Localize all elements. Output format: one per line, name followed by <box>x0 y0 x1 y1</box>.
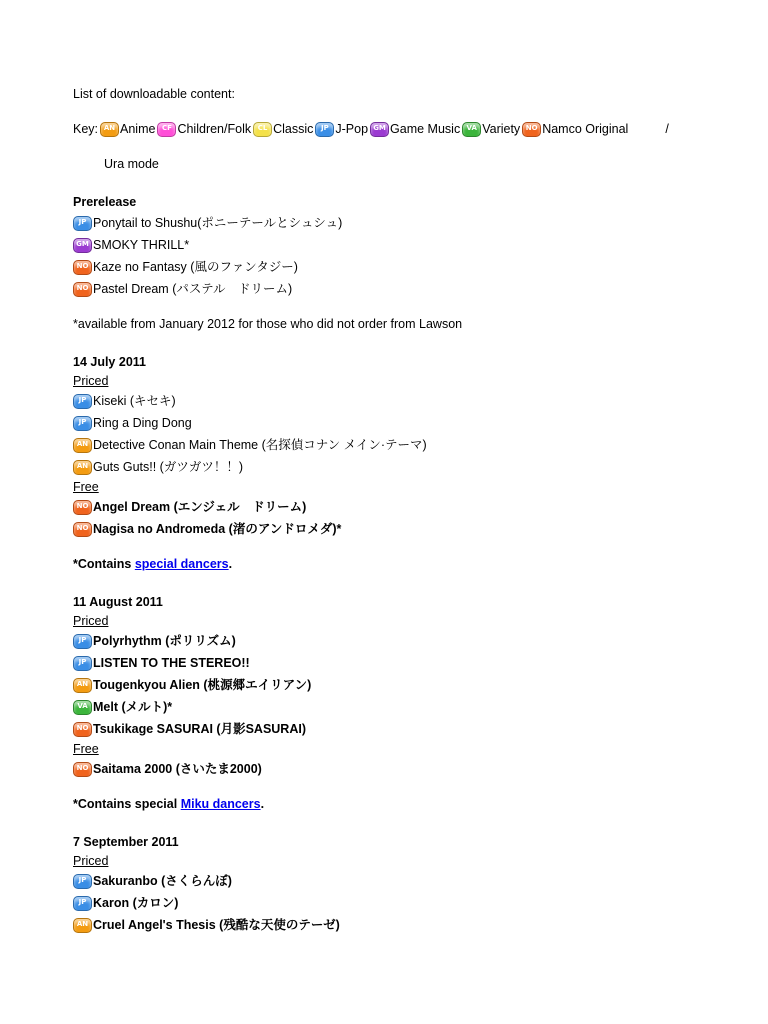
genre-gm-icon <box>73 238 92 253</box>
song-item <box>73 652 713 674</box>
song-title: LISTEN TO THE STEREO!! <box>93 656 250 670</box>
genre-cl-icon <box>253 122 272 137</box>
key-items <box>100 122 630 137</box>
song-title: Melt (メルト)* <box>93 700 173 714</box>
genre-code-text: JP <box>78 658 87 666</box>
september-priced-label: Priced <box>73 854 109 868</box>
august-free-list <box>73 758 713 780</box>
song-title: Karon (カロン) <box>93 896 179 910</box>
genre-code-text: AN <box>76 680 89 688</box>
genre-code-text: NO <box>76 284 89 292</box>
september-priced-list <box>73 870 713 936</box>
august-priced-list <box>73 630 713 740</box>
genre-va-icon <box>73 700 92 715</box>
genre-code-text: NO <box>76 502 89 510</box>
genre-code-text: AN <box>76 440 89 448</box>
genre-code-text: GM <box>373 124 386 132</box>
genre-code-text: NO <box>76 524 89 532</box>
document-page <box>73 84 713 936</box>
song-title: SMOKY THRILL* <box>93 238 190 252</box>
genre-code-text: NO <box>525 124 538 132</box>
prerelease-list <box>73 212 713 300</box>
genre-an-icon <box>100 122 119 137</box>
song-title: Detective Conan Main Theme (名探偵コナン メイン·テーマ) <box>93 438 427 452</box>
song-item <box>73 496 713 518</box>
genre-jp-icon <box>73 634 92 649</box>
genre-code-text: NO <box>76 724 89 732</box>
song-title: Tsukikage SASURAI (月影SASURAI) <box>93 722 306 736</box>
song-item <box>73 892 713 914</box>
genre-jp-icon <box>73 394 92 409</box>
genre-code-text: AN <box>103 124 116 132</box>
key-label-gm: Game Music <box>390 122 461 136</box>
genre-code-text: JP <box>321 124 329 132</box>
august-note-prefix: *Contains special <box>73 797 181 811</box>
song-item <box>73 278 713 300</box>
ura-mode-text: Ura mode <box>104 157 159 171</box>
key-label-va: Variety <box>482 122 521 136</box>
july-note <box>73 554 713 574</box>
special-dancers-link[interactable]: special dancers <box>134 557 229 571</box>
song-item <box>73 718 713 740</box>
song-title: Ring a Ding Dong <box>93 416 192 430</box>
genre-code-text: JP <box>78 218 87 226</box>
genre-jp-icon <box>73 874 92 889</box>
genre-no-icon <box>73 282 92 297</box>
song-item <box>73 696 713 718</box>
genre-an-icon <box>73 678 92 693</box>
song-title: Guts Guts!! (ガツガツ！！) <box>93 460 244 474</box>
july-heading: 14 July 2011 <box>73 355 146 369</box>
genre-code-text: VA <box>466 124 477 132</box>
july-free-list <box>73 496 713 540</box>
genre-code-text: JP <box>78 636 87 644</box>
july-note-prefix: *Contains <box>73 557 135 571</box>
miku-dancers-link[interactable]: Miku dancers <box>180 797 261 811</box>
july-priced-label: Priced <box>73 374 109 388</box>
song-item <box>73 758 713 780</box>
song-title: Sakuranbo (さくらんぼ) <box>93 874 232 888</box>
genre-cf-icon <box>157 122 176 137</box>
genre-code-text: CF <box>161 124 172 132</box>
song-title: Polyrhythm (ポリリズム) <box>93 634 236 648</box>
genre-code-text: JP <box>78 876 87 884</box>
song-item <box>73 390 713 412</box>
genre-no-icon <box>73 722 92 737</box>
genre-jp-icon <box>315 122 334 137</box>
august-note-suffix: . <box>260 797 265 811</box>
genre-no-icon <box>73 762 92 777</box>
song-title: Saitama 2000 (さいたま2000) <box>93 762 262 776</box>
song-item <box>73 914 713 936</box>
genre-code-text: VA <box>77 702 88 710</box>
genre-gm-icon <box>370 122 389 137</box>
genre-jp-icon <box>73 656 92 671</box>
prerelease-note: *available from January 2012 for those who did not order from Lawson <box>73 317 463 331</box>
song-item <box>73 434 713 456</box>
song-title: Cruel Angel's Thesis (残酷な天使のテーゼ) <box>93 918 340 932</box>
genre-no-icon <box>522 122 541 137</box>
genre-jp-icon <box>73 896 92 911</box>
genre-code-text: GM <box>76 240 89 248</box>
august-heading: 11 August 2011 <box>73 595 163 609</box>
key-label-no: Namco Original <box>542 122 629 136</box>
genre-code-text: JP <box>78 396 87 404</box>
genre-no-icon <box>73 260 92 275</box>
genre-code-text: JP <box>78 418 87 426</box>
prerelease-heading: Prerelease <box>73 195 137 209</box>
genre-code-text: CL <box>257 124 268 132</box>
song-title: Tougenkyou Alien (桃源郷エイリアン) <box>93 678 312 692</box>
key-label-jp: J-Pop <box>335 122 369 136</box>
key-label-an: Anime <box>120 122 156 136</box>
july-note-suffix: . <box>228 557 233 571</box>
song-item <box>73 256 713 278</box>
genre-an-icon <box>73 460 92 475</box>
song-item <box>73 518 713 540</box>
genre-key <box>73 118 713 140</box>
august-note <box>73 794 713 814</box>
genre-an-icon <box>73 918 92 933</box>
song-item <box>73 212 713 234</box>
genre-code-text: AN <box>76 920 89 928</box>
key-label-cf: Children/Folk <box>177 122 252 136</box>
song-title: Nagisa no Andromeda (渚のアンドロメダ)* <box>93 522 342 536</box>
intro-text: List of downloadable content: <box>73 87 235 101</box>
song-item <box>73 234 713 256</box>
august-priced-label: Priced <box>73 614 109 628</box>
genre-jp-icon <box>73 416 92 431</box>
song-item <box>73 456 713 478</box>
song-title: Ponytail to Shushu(ポニーテールとシュシュ) <box>93 216 343 230</box>
song-title: Kiseki (キセキ) <box>93 394 176 408</box>
genre-an-icon <box>73 438 92 453</box>
key-slash: / <box>665 122 669 136</box>
september-heading: 7 September 2011 <box>73 835 179 849</box>
july-priced-list <box>73 390 713 478</box>
key-label-cl: Classic <box>273 122 314 136</box>
genre-no-icon <box>73 522 92 537</box>
song-item <box>73 674 713 696</box>
genre-no-icon <box>73 500 92 515</box>
song-item <box>73 412 713 434</box>
key-label: Key: <box>73 122 99 136</box>
genre-code-text: AN <box>76 462 89 470</box>
song-item <box>73 870 713 892</box>
song-title: Kaze no Fantasy (風のファンタジー) <box>93 260 298 274</box>
song-title: Angel Dream (エンジェル ドリーム) <box>93 500 307 514</box>
july-free-label: Free <box>73 480 99 494</box>
genre-va-icon <box>462 122 481 137</box>
genre-code-text: NO <box>76 262 89 270</box>
august-free-label: Free <box>73 742 99 756</box>
genre-code-text: JP <box>78 898 87 906</box>
song-item <box>73 630 713 652</box>
genre-code-text: NO <box>76 764 89 772</box>
genre-jp-icon <box>73 216 92 231</box>
song-title: Pastel Dream (パステル ドリーム) <box>93 282 293 296</box>
